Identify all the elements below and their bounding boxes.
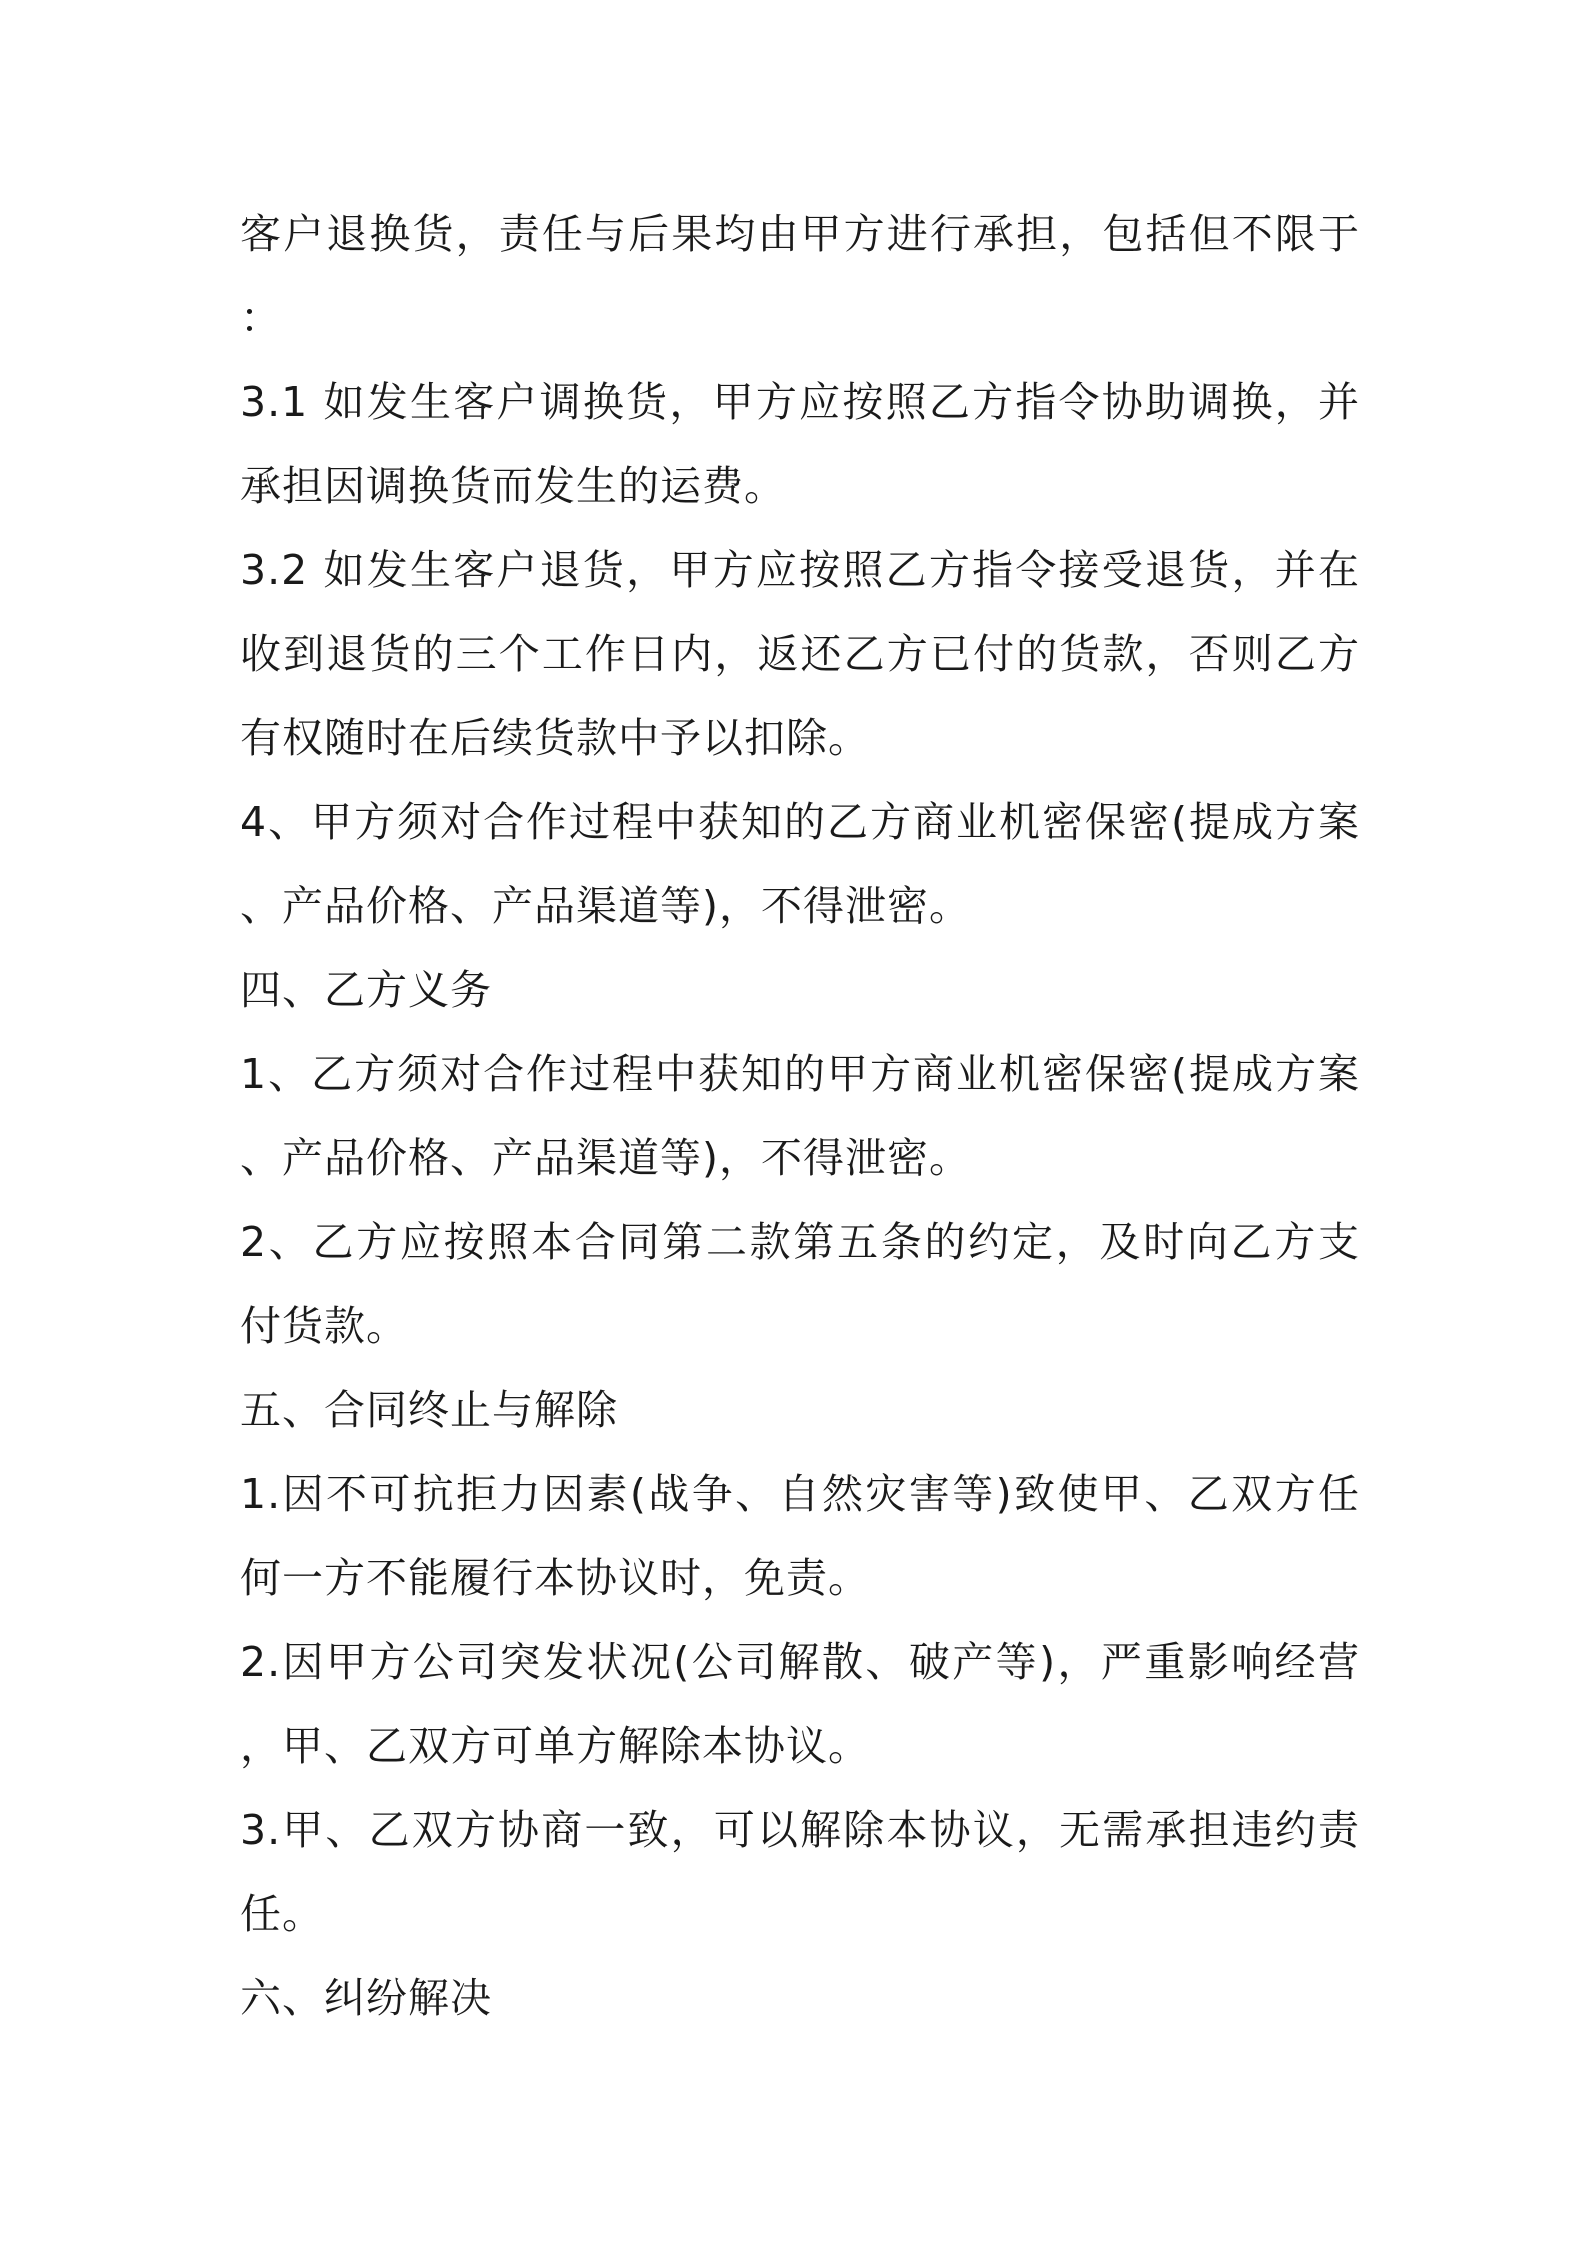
- section-heading: 五、合同终止与解除: [240, 1386, 618, 1434]
- text-line: 、产品价格、产品渠道等)，不得泄密。: [240, 1134, 971, 1182]
- text-line: ：: [240, 294, 282, 342]
- text-line: 1、乙方须对合作过程中获知的甲方商业机密保密(提成方案: [240, 1050, 1360, 1098]
- text-line: 付货款。: [240, 1302, 408, 1350]
- text-line: 有权随时在后续货款中予以扣除。: [240, 714, 870, 762]
- text-line: 4、甲方须对合作过程中获知的乙方商业机密保密(提成方案: [240, 798, 1360, 846]
- section-heading: 四、乙方义务: [240, 966, 492, 1014]
- document-body: [240, 192, 1360, 2040]
- text-line: ，甲、乙双方可单方解除本协议。: [240, 1722, 870, 1770]
- text-line: 2.因甲方公司突发状况(公司解散、破产等)，严重影响经营: [240, 1638, 1360, 1686]
- text-line: 1.因不可抗拒力因素(战争、自然灾害等)致使甲、乙双方任: [240, 1470, 1360, 1518]
- text-line: 3.2 如发生客户退货，甲方应按照乙方指令接受退货，并在: [240, 546, 1360, 594]
- text-line: 、产品价格、产品渠道等)，不得泄密。: [240, 882, 971, 930]
- text-line: 承担因调换货而发生的运费。: [240, 462, 786, 510]
- text-line: 3.甲、乙双方协商一致，可以解除本协议，无需承担违约责: [240, 1806, 1360, 1854]
- text-line: 何一方不能履行本协议时，免责。: [240, 1554, 870, 1602]
- text-line: 2、乙方应按照本合同第二款第五条的约定，及时向乙方支: [240, 1218, 1360, 1266]
- text-line: 任。: [240, 1890, 324, 1938]
- text-line: 客户退换货，责任与后果均由甲方进行承担，包括但不限于: [240, 210, 1360, 258]
- text-line: 收到退货的三个工作日内，返还乙方已付的货款，否则乙方: [240, 630, 1360, 678]
- section-heading: 六、纠纷解决: [240, 1974, 492, 2022]
- text-line: 3.1 如发生客户调换货，甲方应按照乙方指令协助调换，并: [240, 378, 1360, 426]
